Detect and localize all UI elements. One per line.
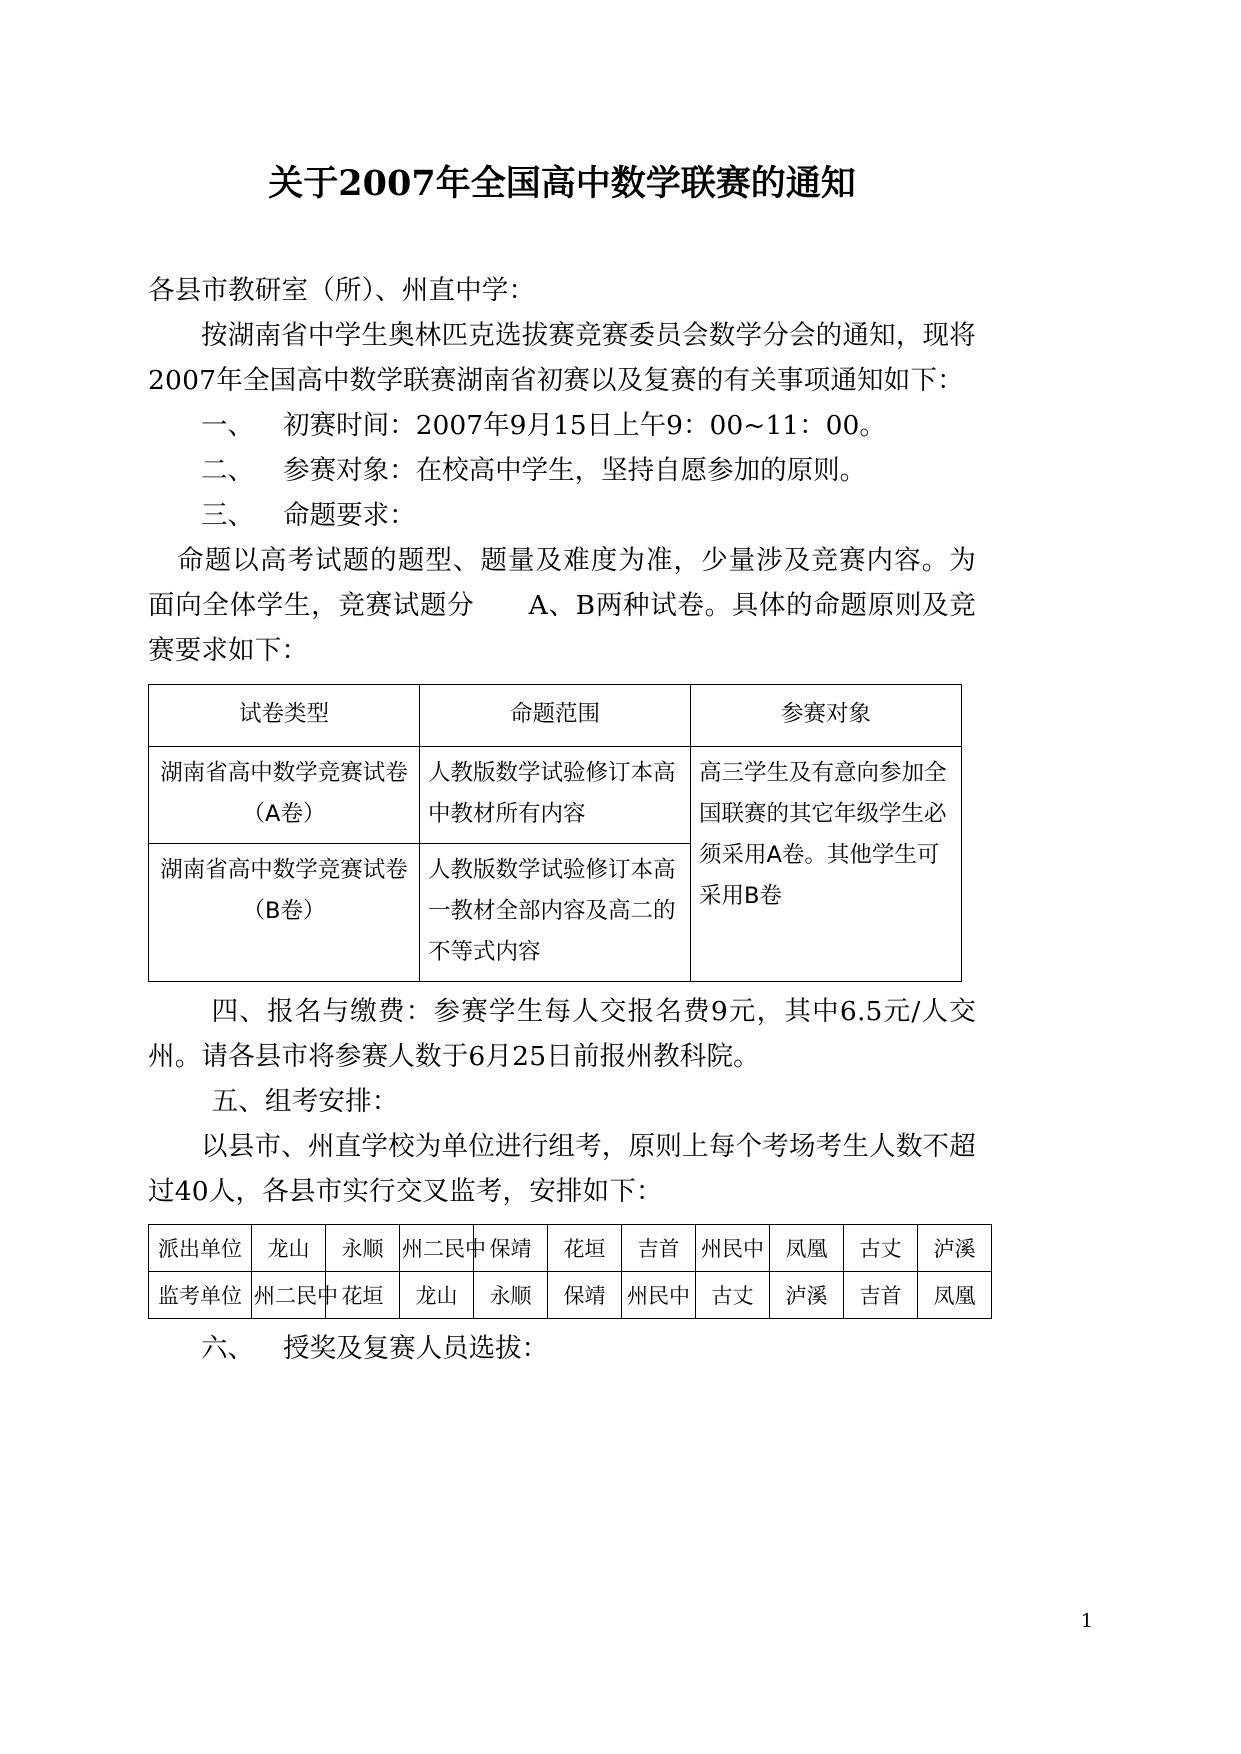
cell-paper-type-b [149, 844, 420, 982]
paper-type-a-line2: （A卷） [242, 801, 326, 827]
proctor-cell-7: 泸溪 [770, 1272, 844, 1319]
page-number: 1 [1080, 1610, 1093, 1632]
item-6-number: 六、 [201, 1333, 254, 1364]
paper-type-a-line1: 湖南省高中数学竞赛试卷 [160, 760, 408, 786]
item-2-text: 参赛对象：在校高中学生，坚持自愿参加的原则。 [283, 455, 867, 486]
proctor-cell-6: 古丈 [696, 1272, 770, 1319]
item-3 [148, 493, 976, 538]
document-content [148, 0, 976, 1371]
column-header-paper-type: 试卷类型 [149, 685, 420, 747]
dispatch-cell-1: 永顺 [326, 1225, 400, 1272]
dispatch-cell-3: 保靖 [474, 1225, 548, 1272]
item-1-number: 一、 [201, 410, 254, 441]
column-header-scope: 命题范围 [420, 685, 691, 747]
scope-b-line3: 不等式内容 [428, 939, 541, 965]
proctor-cell-0: 州二民中 [252, 1272, 326, 1319]
scope-a-line1: 人教版数学试验修订本高 [428, 760, 676, 786]
dispatch-cell-8: 古丈 [844, 1225, 918, 1272]
proctor-cell-4: 保靖 [548, 1272, 622, 1319]
dispatch-cell-2: 州二民中 [400, 1225, 474, 1272]
item-5-title: 五、组考安排： [211, 1086, 399, 1117]
dispatch-cell-4: 花垣 [548, 1225, 622, 1272]
item-6-text: 授奖及复赛人员选拔： [283, 1333, 549, 1364]
column-header-audience: 参赛对象 [691, 685, 962, 747]
proctor-cell-9: 凤凰 [918, 1272, 992, 1319]
cell-audience [691, 747, 962, 982]
row-label-dispatch: 派出单位 [149, 1225, 252, 1272]
cell-scope-b [420, 844, 691, 982]
proctor-cell-1: 花垣 [326, 1272, 400, 1319]
audience-line3: 须采用A卷。其他学生可 [699, 842, 940, 868]
item-2-number: 二、 [201, 455, 254, 486]
audience-line2: 国联赛的其它年级学生必 [699, 801, 947, 827]
dispatch-cell-9: 泸溪 [918, 1225, 992, 1272]
item-1-text: 初赛时间：2007年9月15日上午9：00~11：00。 [283, 410, 886, 441]
dispatch-cell-5: 吉首 [622, 1225, 696, 1272]
item-1 [148, 403, 976, 448]
paper-type-b-line2: （B卷） [242, 898, 326, 924]
dispatch-cell-0: 龙山 [252, 1225, 326, 1272]
audience-line1: 高三学生及有意向参加全 [699, 760, 947, 786]
item-3-text: 命题要求： [283, 500, 416, 531]
proctor-cell-2: 龙山 [400, 1272, 474, 1319]
scope-b-line1: 人教版数学试验修订本高 [428, 857, 676, 883]
table-header-row [149, 685, 962, 747]
item-5-body: 以县市、州直学校为单位进行组考，原则上每个考场考生人数不超过40人，各县市实行交叉监考，安排如下： [148, 1131, 976, 1207]
item-4: 四、报名与缴费：参赛学生每人交报名费9元，其中6.5元/人交州。请各县市将参赛人数于6月25日前报州教科院。 [148, 996, 976, 1072]
proctor-cell-8: 吉首 [844, 1272, 918, 1319]
proctor-assignment-table [148, 1224, 992, 1319]
table-row-proctor [149, 1272, 992, 1319]
page-title: 关于2007年全国高中数学联赛的通知 [268, 163, 856, 204]
audience-line4: 采用B卷 [699, 883, 782, 909]
proctor-cell-3: 永顺 [474, 1272, 548, 1319]
dispatch-cell-6: 州民中 [696, 1225, 770, 1272]
intro-paragraph: 按湖南省中学生奥林匹克选拔赛竞赛委员会数学分会的通知，现将2007年全国高中数学联赛湖南省初赛以及复赛的有关事项通知如下： [148, 320, 976, 396]
table-row-dispatch [149, 1225, 992, 1272]
item-6 [148, 1326, 976, 1371]
dispatch-cell-7: 凤凰 [770, 1225, 844, 1272]
cell-scope-a [420, 747, 691, 844]
item-2 [148, 448, 976, 493]
cell-paper-type-a [149, 747, 420, 844]
table-row [149, 747, 962, 844]
item-3-number: 三、 [201, 500, 254, 531]
row-label-proctor: 监考单位 [149, 1272, 252, 1319]
scope-b-line2: 一教材全部内容及高二的 [428, 898, 676, 924]
paper-type-b-line1: 湖南省高中数学竞赛试卷 [160, 857, 408, 883]
item-3-body: 命题以高考试题的题型、题量及难度为准，少量涉及竞赛内容。为面向全体学生，竞赛试题分 A、B两种试卷。具体的命题原则及竞赛要求如下： [148, 545, 976, 666]
scope-a-line2: 中教材所有内容 [428, 801, 586, 827]
paper-type-table [148, 684, 962, 982]
recipient-line: 各县市教研室（所）、州直中学： [148, 275, 536, 306]
proctor-cell-5: 州民中 [622, 1272, 696, 1319]
